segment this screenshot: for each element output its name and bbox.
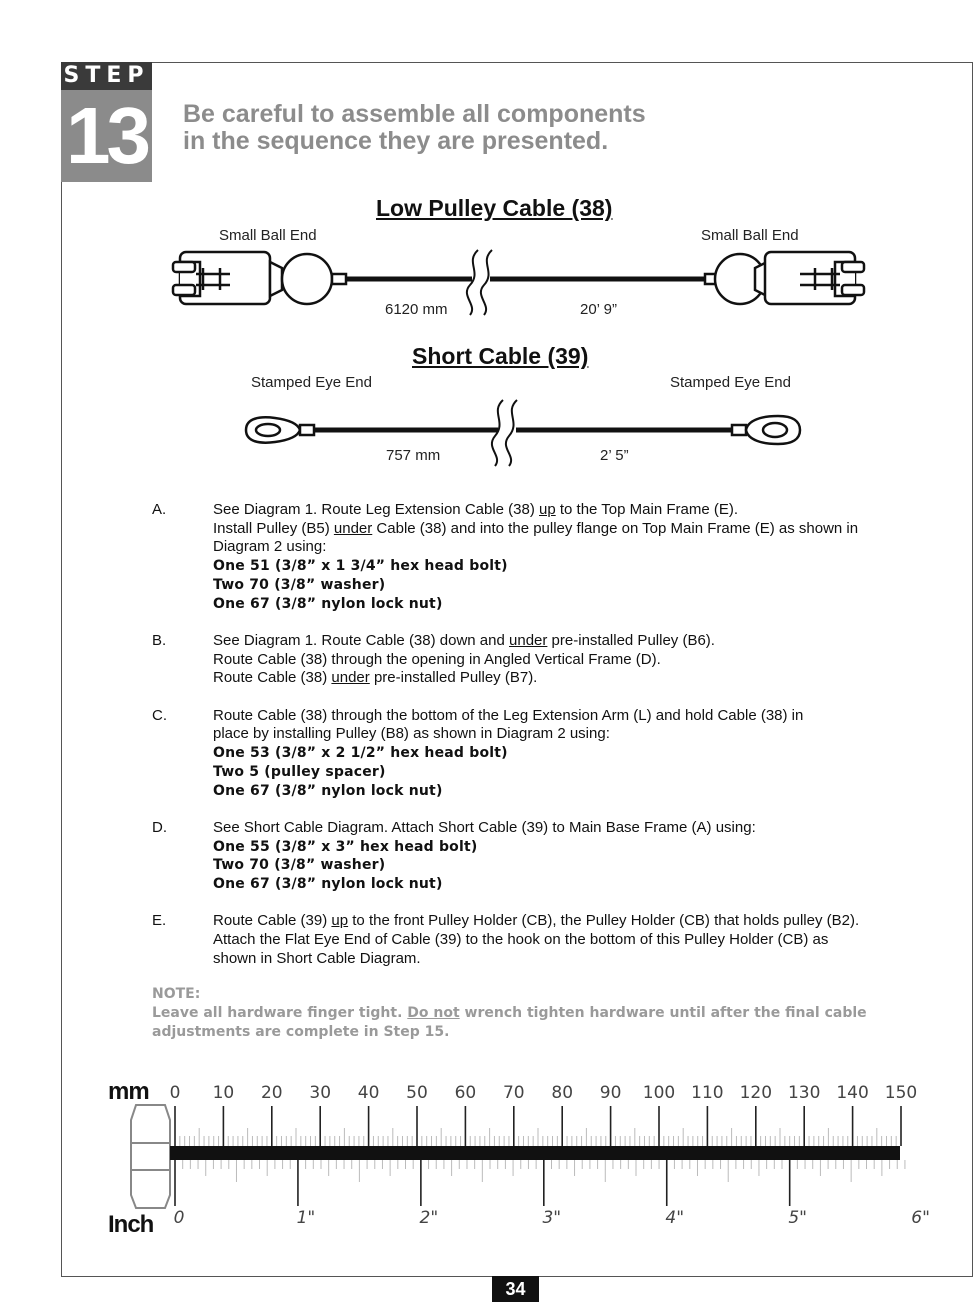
inch-tick-label: 3" [542, 1208, 562, 1228]
short-cable-right-end-label: Stamped Eye End [670, 374, 791, 391]
low-pulley-length-mm: 6120 mm [385, 301, 448, 318]
mm-tick-label: 140 [836, 1083, 869, 1103]
mm-tick-label: 130 [787, 1083, 821, 1103]
short-cable-length-mm: 757 mm [386, 447, 441, 464]
hardware-item: Two 70 (3/8” washer) [213, 576, 386, 593]
bolt-head-icon [131, 1105, 170, 1208]
ruler-inch-label: Inch [108, 1211, 154, 1238]
mm-tick-label: 10 [212, 1083, 235, 1103]
step-letter: C. [152, 706, 167, 724]
caution-line-2: in the sequence they are presented. [183, 127, 609, 155]
step-word: STEP [61, 62, 152, 90]
step-line: shown in Short Cable Diagram. [213, 949, 421, 967]
short-cable-left-end-label: Stamped Eye End [251, 374, 372, 391]
step-line: See Diagram 1. Route Cable (38) down and under pre-installed Pulley (B6). [213, 631, 715, 649]
mm-tick-label: 110 [691, 1083, 724, 1103]
hardware-item: Two 70 (3/8” washer) [213, 857, 386, 874]
bolt-shaft [170, 1146, 900, 1160]
hardware-item: One 53 (3/8” x 2 1/2” hex head bolt) [213, 745, 508, 762]
step-line: Route Cable (38) through the opening in Angled Vertical Frame (D). [213, 650, 661, 668]
hardware-item: One 67 (3/8” nylon lock nut) [213, 782, 443, 799]
page-number: 34 [492, 1276, 539, 1302]
mm-tick-label: 20 [260, 1083, 283, 1103]
mm-tick-label: 120 [739, 1083, 773, 1103]
mm-tick-label: 0 [169, 1083, 181, 1103]
mm-tick-label: 60 [454, 1083, 477, 1103]
inch-tick-label: 4" [665, 1208, 685, 1228]
low-pulley-left-end-label: Small Ball End [219, 227, 317, 244]
step-letter: A. [152, 501, 167, 518]
low-pulley-cable-title: Low Pulley Cable (38) [376, 195, 613, 221]
short-cable-title: Short Cable (39) [412, 343, 589, 369]
low-pulley-right-end-label: Small Ball End [701, 227, 799, 244]
step-letter: B. [152, 631, 167, 649]
step-number: 13 [61, 90, 152, 182]
step-line: See Diagram 1. Route Leg Extension Cable (38) up to the Top Main Frame (E). [213, 501, 738, 518]
mm-tick-label: 80 [551, 1083, 574, 1103]
short-cable-length-ft: 2’ 5” [600, 447, 629, 464]
step-line: See Short Cable Diagram. Attach Short Cable (39) to Main Base Frame (A) using: [213, 818, 756, 836]
mm-tick-label: 30 [309, 1083, 332, 1103]
mm-tick-label: 100 [642, 1083, 676, 1103]
step-line: Route Cable (38) under pre-installed Pulley (B7). [213, 669, 538, 687]
hardware-item: One 67 (3/8” nylon lock nut) [213, 876, 443, 893]
inch-tick-label: 2" [419, 1208, 439, 1228]
step-line: Install Pulley (B5) under Cable (38) and into the pulley flange on Top Main Frame (E) as shown in [213, 519, 859, 537]
step-letter: D. [152, 818, 167, 836]
hardware-item: One 67 (3/8” nylon lock nut) [213, 595, 443, 612]
step-line: Diagram 2 using: [213, 538, 327, 556]
caution-line-1: Be careful to assemble all components [183, 100, 646, 128]
step-letter: E. [152, 912, 167, 930]
inch-tick-label: 0 [173, 1208, 185, 1228]
inch-tick-label: 5" [788, 1208, 808, 1228]
step-line: place by installing Pulley (B8) as shown in Diagram 2 using: [213, 725, 610, 743]
mm-tick-label: 90 [599, 1083, 622, 1103]
ruler-mm-label: mm [108, 1078, 149, 1105]
hardware-item: Two 5 (pulley spacer) [213, 763, 386, 780]
mm-tick-label: 70 [502, 1083, 525, 1103]
step-line: Route Cable (39) up to the front Pulley Holder (CB), the Pulley Holder (CB) that holds pulley (B2). [213, 912, 860, 930]
mm-tick-label: 150 [884, 1083, 918, 1103]
hardware-item: One 51 (3/8” x 1 3/4” hex head bolt) [213, 558, 508, 575]
mm-tick-label: 40 [357, 1083, 380, 1103]
note-text: Leave all hardware finger tight. Do not wrench tighten hardware until after the final cable adjustments are complete in Step 15. [152, 1005, 867, 1040]
note-heading: NOTE: [152, 986, 201, 1002]
step-line: Attach the Flat Eye End of Cable (39) to the hook on the bottom of this Pulley Holder (CB) as [213, 931, 829, 949]
step-line: Route Cable (38) through the bottom of the Leg Extension Arm (L) and hold Cable (38) in [213, 706, 804, 724]
mm-tick-label: 50 [406, 1083, 428, 1103]
inch-tick-label: 6" [911, 1208, 930, 1228]
hardware-item: One 55 (3/8” x 3” hex head bolt) [213, 838, 478, 855]
low-pulley-length-ft: 20’ 9” [580, 301, 617, 318]
inch-tick-label: 1" [296, 1208, 316, 1228]
